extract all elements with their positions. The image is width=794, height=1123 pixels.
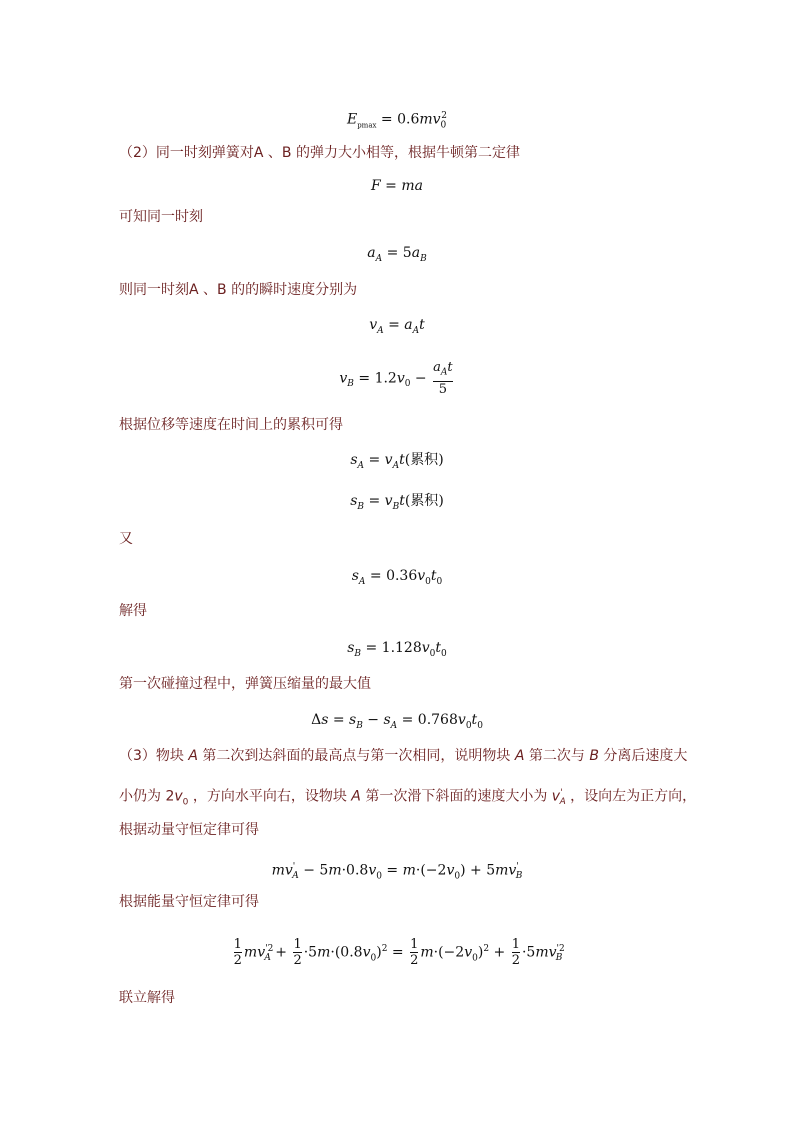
paragraph-compression: 第一次碰撞过程中，弹簧压缩量的最大值 (119, 676, 371, 692)
fraction: $\frac{a_At}{5}$ (433, 360, 453, 397)
fraction-half: $\frac{1}{2}$ (233, 937, 242, 968)
accumulate-label: 累积 (410, 493, 439, 509)
paragraph-solve: 解得 (119, 603, 147, 619)
equation-displacement-a-integral: $s_A = v_At$(累积) (350, 452, 444, 471)
paragraph-integral: 根据位移等速度在时间上的累积可得 (119, 417, 343, 433)
number: 1.2 (374, 370, 397, 387)
equation-energy-conservation: $\frac{1}{2}$ $mv^{'2}_A$ + $\frac{1}{2}$ $\cdot 5m\cdot(0.8v_0)^2$ = $\frac{1}{2}$ $m\cdot(-2v_0)^2$ + $\frac{1}{2}$ $\cdot 5mv^{'2}_B$ (233, 937, 565, 968)
equation-displacement-b-value: $s_B = 1.128v_0t_0$ (347, 640, 447, 659)
paragraph-energy: 根据能量守恒定律可得 (119, 894, 259, 910)
equation-velocity-b: $v_B = 1.2v_0$ − $\frac{a_At}{5}$ (339, 360, 453, 397)
equation-newton-second-law: F = ma (371, 178, 423, 194)
equation-max-elastic-energy: $E_{pmax} = 0.6mv_0^2$ (346, 111, 448, 131)
number: 0.36 (386, 568, 418, 584)
fraction-half: $\frac{1}{2}$ (293, 937, 302, 968)
paragraph-joint-solve: 联立解得 (119, 990, 175, 1006)
paragraph-part3-line1: （3）物块 A 第二次到达斜面的最高点与第一次相同，说明物块 A 第二次与 B 分离后速度大 (119, 748, 688, 764)
paragraph-also: 又 (119, 531, 133, 547)
number: 1.128 (381, 640, 422, 656)
number: 0.8 (346, 862, 369, 879)
equation-max-compression: $\Delta s = s_B - s_A = 0.768v_0t_0$ (311, 712, 483, 731)
paragraph-momentum: 根据动量守恒定律可得 (119, 822, 259, 838)
number: 0.768 (417, 712, 458, 728)
paragraph-part3-line2: 小仍为 $2v_0$ ，方向水平向右，设物块 A 第一次滑下斜面的速度大小为 $v'_A$ ，设向左为正方向， (119, 788, 697, 808)
equation-displacement-b-integral: $s_B = v_Bt$(累积) (350, 493, 444, 512)
fraction-half: $\frac{1}{2}$ (410, 937, 419, 968)
number: 0.6 (397, 111, 420, 128)
fraction-half: $\frac{1}{2}$ (511, 937, 520, 968)
paragraph-part2-intro: （2）同一时刻弹簧对A 、B 的弹力大小相等，根据牛顿第二定律 (119, 145, 520, 161)
equation-acceleration-ratio: $a_A = 5a_B$ (367, 245, 427, 264)
accumulate-label: 累积 (410, 452, 439, 468)
paragraph-know: 可知同一时刻 (119, 209, 203, 225)
paragraph-velocities: 则同一时刻A 、B 的的瞬时速度分别为 (119, 282, 358, 298)
number: 5 (433, 381, 453, 397)
equation-velocity-a: $v_A = a_At$ (369, 317, 425, 336)
number: 5 (402, 245, 412, 261)
equation-displacement-a-value: $s_A = 0.36v_0t_0$ (351, 568, 443, 587)
equation-momentum-conservation: $mv'_A - 5m\cdot 0.8v_0 = m\cdot(-2v_0) + 5mv'_B$ (271, 862, 523, 882)
